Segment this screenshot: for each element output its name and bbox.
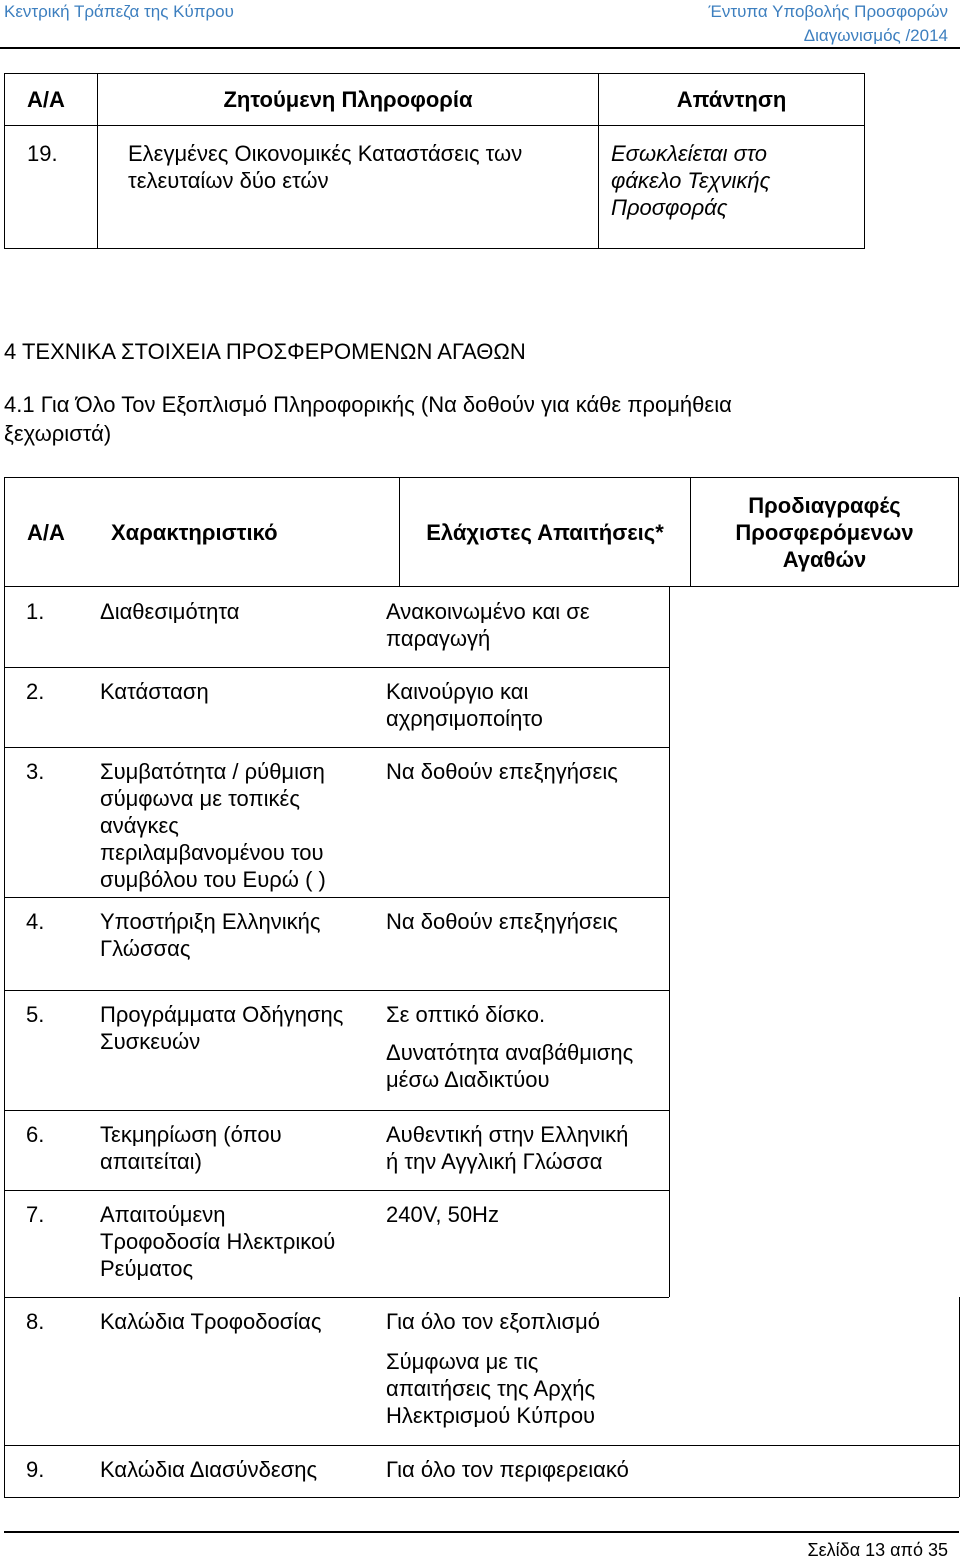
feature-line: σύμφωνα με τοπικές [100, 786, 300, 811]
table-header-row [5, 74, 865, 126]
spec-header-line: Αγαθών [782, 546, 867, 572]
row-requirement [386, 1201, 666, 1228]
row-requirement [386, 678, 666, 732]
requirement-line: 240V, 50Hz [386, 1202, 499, 1227]
section-heading: 4 ΤΕΧΝΙΚΑ ΣΤΟΙΧΕΙΑ ΠΡΟΣΦΕΡΟΜΕΝΩΝ ΑΓΑΘΩΝ [4, 339, 526, 364]
header-offered-specs [691, 478, 959, 587]
feature-line: Γλώσσας [100, 936, 191, 961]
row-number: 2. [26, 679, 45, 704]
feature-line: Υποστήριξη Ελληνικής [100, 909, 321, 934]
header-feature: Χαρακτηριστικό [111, 478, 400, 587]
row-divider [4, 1497, 959, 1498]
row-feature [100, 1308, 376, 1335]
column-divider [669, 587, 670, 1297]
table-row [4, 587, 959, 667]
requirement-line: ή την Αγγλική Γλώσσα [386, 1149, 603, 1174]
requirement-line: αχρησιμοποίητο [386, 706, 543, 731]
requirement-line: Για όλο τον περιφερειακό [386, 1457, 629, 1482]
answer-line: φάκελο Τεχνικής [611, 168, 771, 193]
row-number: 9. [26, 1457, 45, 1482]
row-number: 3. [26, 759, 45, 784]
row-feature [100, 1001, 376, 1055]
feature-line: Συμβατότητα / ρύθμιση [100, 759, 325, 784]
row-answer [599, 126, 865, 249]
header-requested-info: Ζητούμενη Πληροφορία [98, 74, 599, 126]
header-aa: Α/Α [5, 478, 112, 587]
table-row [4, 990, 959, 1110]
feature-line: Καλώδια Διασύνδεσης [100, 1457, 318, 1482]
subsection-heading-line1: 4.1 Για Όλο Τον Εξοπλισμό Πληροφορικής (Να δοθούν για κάθε προμήθεια [4, 392, 732, 417]
info-line: Ελεγμένες Οικονομικές Καταστάσεις των [128, 141, 523, 166]
row-number: 1. [26, 599, 45, 624]
feature-line: Απαιτούμενη [100, 1202, 226, 1227]
feature-line: Τεκμηρίωση (όπου [100, 1122, 282, 1147]
requirement-line: Ανακοινωμένο και σε [386, 599, 590, 624]
requirement-line: Να δοθούν επεξηγήσεις [386, 759, 618, 784]
it-equipment-specs-table [4, 477, 959, 587]
table-row [4, 1190, 959, 1297]
row-feature [100, 1121, 376, 1175]
row-requirement [386, 1001, 666, 1093]
requirement-line: Ηλεκτρισμού Κύπρου [386, 1403, 596, 1428]
feature-line: απαιτείται) [100, 1149, 202, 1174]
feature-line: Συσκευών [100, 1029, 201, 1054]
table-row [4, 1297, 959, 1445]
row-requirement [386, 598, 666, 652]
requirement-line: Σε οπτικό δίσκο. [386, 1002, 546, 1027]
table-row [4, 747, 959, 897]
header-aa: Α/Α [5, 74, 98, 126]
row-number: 6. [26, 1122, 45, 1147]
header-competition: Διαγωνισμός /2014 [803, 26, 948, 45]
answer-line: Προσφοράς [611, 195, 728, 220]
requirement-line: Καινούργιο και [386, 679, 529, 704]
feature-line: Τροφοδοσία Ηλεκτρικού [100, 1229, 336, 1254]
row-requirement [386, 908, 666, 935]
row-feature [100, 1456, 376, 1483]
row-requirement [386, 758, 666, 785]
table-header-row [5, 478, 959, 587]
requirement-line: Να δοθούν επεξηγήσεις [386, 909, 618, 934]
header-min-requirements: Ελάχιστες Απαιτήσεις* [400, 478, 691, 587]
page-number: Σελίδα 13 από 35 [807, 1540, 948, 1560]
financial-info-table [4, 73, 865, 249]
info-line: τελευταίων δύο ετών [128, 168, 329, 193]
column-divider [4, 587, 5, 1497]
footer-rule [4, 1531, 959, 1533]
feature-line: περιλαμβανομένου του [100, 840, 324, 865]
feature-line: Κατάσταση [100, 679, 209, 704]
feature-line: ανάγκες [100, 813, 179, 838]
requirement-line: μέσω Διαδικτύου [386, 1067, 550, 1092]
row-requirement [386, 1308, 666, 1429]
answer-line: Εσωκλείεται στο [611, 141, 768, 166]
row-feature [100, 908, 376, 962]
row-requirement [386, 1456, 666, 1483]
requirement-line: απαιτήσεις της Αρχής [386, 1376, 596, 1401]
header-answer: Απάντηση [599, 74, 865, 126]
feature-line: Διαθεσιμότητα [100, 599, 240, 624]
requirement-line: Δυνατότητα αναβάθμισης [386, 1040, 634, 1065]
feature-line: συμβόλου του Ευρώ ( ) [100, 867, 326, 892]
header-rule [0, 47, 960, 49]
spec-header-line: Προδιαγραφές [748, 492, 901, 518]
row-number: 4. [26, 909, 45, 934]
requirement-line: παραγωγή [386, 626, 491, 651]
table-row [4, 1445, 959, 1497]
header-org-name: Κεντρική Τράπεζα της Κύπρου [4, 2, 234, 21]
spec-header-line: Προσφερόμενων [735, 519, 914, 545]
row-number: 7. [26, 1202, 45, 1227]
row-feature [100, 758, 376, 893]
requirement-line: Αυθεντική στην Ελληνική [386, 1122, 629, 1147]
table-row [4, 1110, 959, 1190]
row-number: 19. [5, 126, 98, 249]
requirement-line: Σύμφωνα με τις [386, 1349, 539, 1374]
requirement-line: Για όλο τον εξοπλισμό [386, 1309, 600, 1334]
row-feature [100, 678, 376, 705]
table-row [5, 126, 865, 249]
row-feature [100, 1201, 376, 1282]
subsection-heading-line2: ξεχωριστά) [4, 421, 112, 446]
table-row [4, 897, 959, 990]
feature-line: Ρεύματος [100, 1256, 194, 1281]
row-requirement [386, 1121, 666, 1175]
feature-line: Προγράμματα Οδήγησης [100, 1002, 344, 1027]
row-info [98, 126, 599, 249]
row-number: 5. [26, 1002, 45, 1027]
row-feature [100, 598, 376, 625]
row-number: 8. [26, 1309, 45, 1334]
feature-line: Καλώδια Τροφοδοσίας [100, 1309, 322, 1334]
header-doc-title: Έντυπα Υποβολής Προσφορών [708, 2, 948, 21]
table-row [4, 667, 959, 747]
